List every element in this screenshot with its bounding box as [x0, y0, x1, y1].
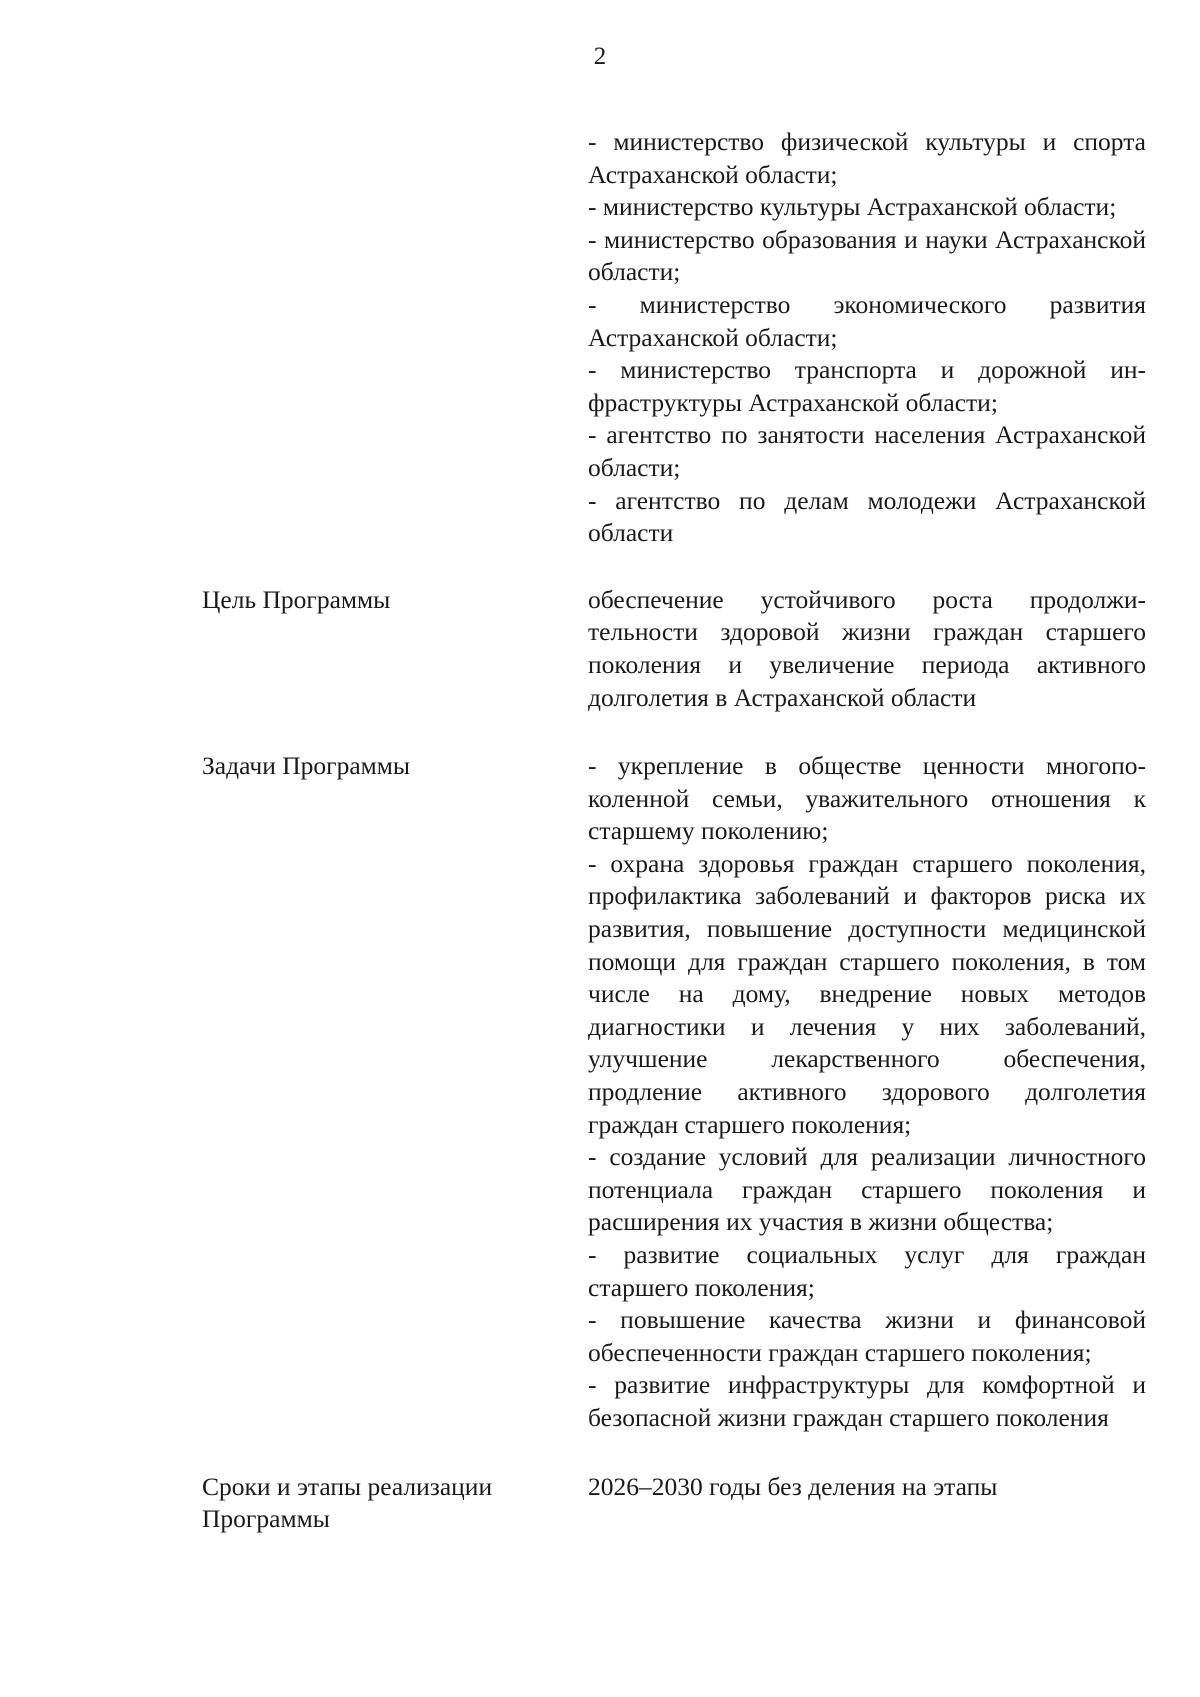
- tasks-row: [202, 750, 1146, 1434]
- timeline-label: Сроки и этапы реализации Программы: [202, 1471, 493, 1534]
- timeline-text: [588, 1471, 1146, 1504]
- goal-label: Цель Программы: [202, 584, 391, 614]
- goal-row: [202, 584, 1146, 714]
- executor-item: - агентство по занятости населения Астраханской области;: [588, 420, 1146, 482]
- goal-paragraph: обеспечение устойчивого роста продолжительности здоровой жизни граждан старшего поколения и увеличение периода активного долголетия в Астраханской области: [588, 584, 1146, 712]
- task-item: - создание условий для реализации личностного потенциала граждан старшего поколения и расширения их участия в жизни общества;: [588, 1142, 1146, 1237]
- timeline-row: [202, 1471, 1146, 1536]
- executor-item: - министерство транспорта и дорожной инфраструктуры Астраханской области;: [588, 355, 1146, 417]
- executors-list: [588, 126, 1146, 550]
- page-number: 2: [593, 43, 607, 70]
- task-item: - укрепление в обществе ценности многопоколенной семьи, уважительного отношения к старшему поколению;: [588, 751, 1146, 846]
- goal-text: [588, 584, 1146, 714]
- tasks-list: [588, 750, 1146, 1434]
- program-passport-table: [202, 126, 1146, 1536]
- task-item: - охрана здоровья граждан старшего поколения, профилактика заболеваний и факторов риска их развития, повышение доступности медицинской помощи для граждан старшего поколения, в том числе на дому, внедрение новых методов диагностики и лечения у них заболеваний, улучшение лекарственного обеспечения, продление активного здорового долголетия граждан старшего поколения;: [588, 848, 1146, 1139]
- task-item: - повышение качества жизни и финансовой обеспеченности граждан старшего поколения;: [588, 1305, 1146, 1367]
- timeline-paragraph: 2026–2030 годы без деления на этапы: [588, 1471, 998, 1501]
- task-item: - развитие социальных услуг для граждан старшего поколения;: [588, 1240, 1146, 1302]
- executor-item: - министерство физической культуры и спорта Астраханской области;: [588, 127, 1146, 189]
- tasks-label: Задачи Программы: [202, 751, 411, 781]
- executor-item: - агентство по делам молодежи Астраханской области: [588, 485, 1146, 548]
- task-item: - развитие инфраструктуры для комфортной и безопасной жизни граждан старшего поколения: [588, 1370, 1146, 1432]
- executor-item: - министерство экономического развития Астраханской области;: [588, 289, 1146, 352]
- executor-item: - министерство образования и науки Астраханской области;: [588, 224, 1146, 287]
- executor-item: - министерство культуры Астраханской области;: [588, 192, 1117, 222]
- executors-row: [202, 126, 1146, 550]
